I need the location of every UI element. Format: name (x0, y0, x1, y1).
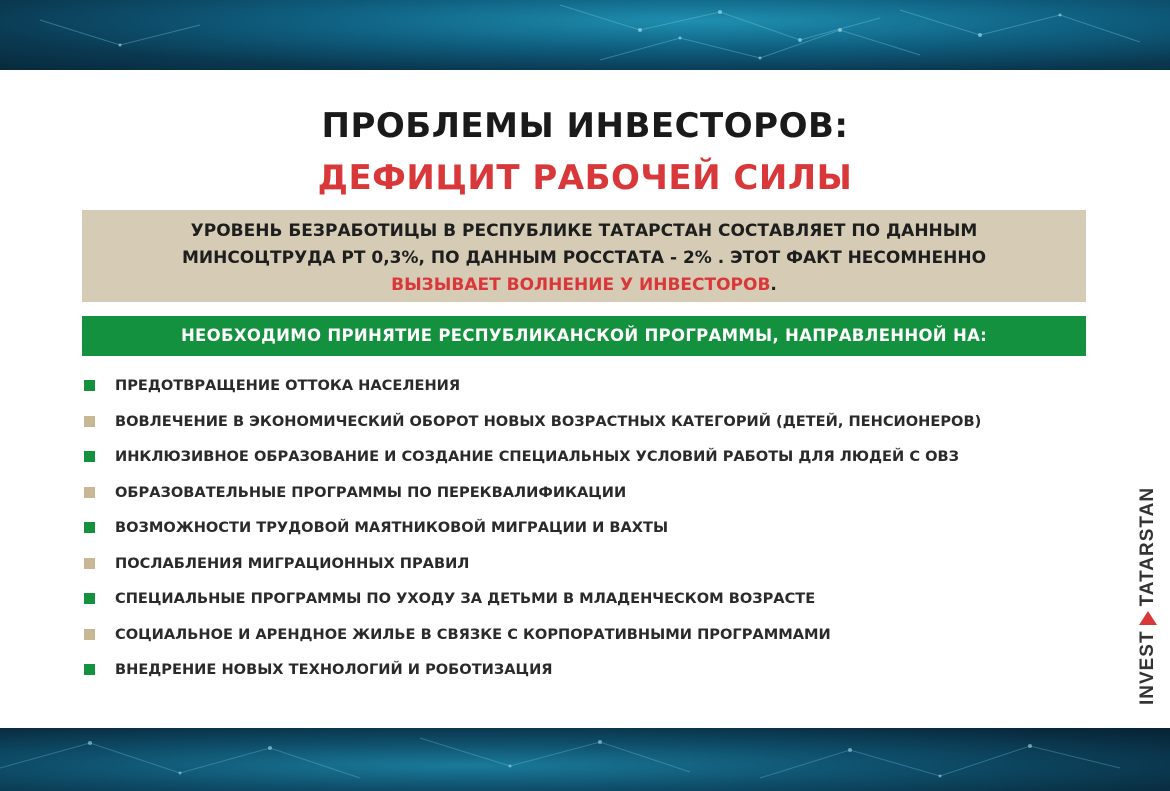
square-bullet-icon (84, 416, 95, 427)
logo-text-tatarstan: TATARSTAN (1137, 486, 1158, 607)
info-line-3 (102, 272, 1066, 299)
list-item (84, 368, 1104, 404)
list-item (84, 581, 1104, 617)
info-line-1: УРОВЕНЬ БЕЗРАБОТИЦЫ В РЕСПУБЛИКЕ ТАТАРСТАН СОСТАВЛЯЕТ ПО ДАННЫМ (190, 221, 978, 241)
square-bullet-icon (84, 522, 95, 533)
list-item (84, 652, 1104, 688)
list-item-text: ВНЕДРЕНИЕ НОВЫХ ТЕХНОЛОГИЙ И РОБОТИЗАЦИЯ (115, 661, 553, 678)
list-item-text: ОБРАЗОВАТЕЛЬНЫЕ ПРОГРАММЫ ПО ПЕРЕКВАЛИФИКАЦИИ (115, 483, 627, 501)
square-bullet-icon (84, 380, 95, 391)
list-item (84, 475, 1104, 511)
square-bullet-icon (84, 629, 95, 640)
info-highlight: ВЫЗЫВАЕТ ВОЛНЕНИЕ У ИНВЕСТОРОВ (391, 275, 771, 295)
slide (0, 70, 1170, 728)
play-arrow-icon (1139, 611, 1157, 625)
program-header: НЕОБХОДИМО ПРИНЯТИЕ РЕСПУБЛИКАНСКОЙ ПРОГРАММЫ, НАПРАВЛЕННОЙ НА: (82, 316, 1086, 356)
list-item (84, 546, 1104, 582)
title-line-2: ДЕФИЦИТ РАБОЧЕЙ СИЛЫ (317, 158, 853, 198)
title-line-1: ПРОБЛЕМЫ ИНВЕСТОРОВ: (321, 106, 849, 146)
list-item-text: ПРЕДОТВРАЩЕНИЕ ОТТОКА НАСЕЛЕНИЯ (115, 377, 461, 394)
bottom-background-band (0, 728, 1170, 791)
list-item-text: ВОВЛЕЧЕНИЕ В ЭКОНОМИЧЕСКИЙ ОБОРОТ НОВЫХ ВОЗРАСТНЫХ КАТЕГОРИЙ (ДЕТЕЙ, ПЕНСИОНЕРОВ) (115, 412, 982, 430)
square-bullet-icon (84, 593, 95, 604)
list-item (84, 617, 1104, 653)
info-trail: . (770, 275, 777, 295)
square-bullet-icon (84, 558, 95, 569)
info-line-2: МИНСОЦТРУДА РТ 0,3%, ПО ДАННЫМ РОССТАТА - 2% . ЭТОТ ФАКТ НЕСОМНЕННО (181, 248, 987, 268)
list-item-text: ВОЗМОЖНОСТИ ТРУДОВОЙ МАЯТНИКОВОЙ МИГРАЦИИ И ВАХТЫ (115, 519, 669, 536)
list-item-text: ПОСЛАБЛЕНИЯ МИГРАЦИОННЫХ ПРАВИЛ (115, 554, 470, 572)
list-item-text: СПЕЦИАЛЬНЫЕ ПРОГРАММЫ ПО УХОДУ ЗА ДЕТЬМИ В МЛАДЕНЧЕСКОМ ВОЗРАСТЕ (115, 590, 816, 607)
list-item (84, 404, 1104, 440)
logo-text-invest: INVEST (1137, 630, 1158, 706)
square-bullet-icon (84, 487, 95, 498)
measures-list (84, 368, 1104, 688)
network-pattern-bottom (0, 728, 1170, 791)
square-bullet-icon (84, 451, 95, 462)
square-bullet-icon (84, 664, 95, 675)
list-item (84, 439, 1104, 475)
list-item (84, 510, 1104, 546)
list-item-text: ИНКЛЮЗИВНОЕ ОБРАЗОВАНИЕ И СОЗДАНИЕ СПЕЦИАЛЬНЫХ УСЛОВИЙ РАБОТЫ ДЛЯ ЛЮДЕЙ С ОВЗ (115, 448, 960, 465)
invest-tatarstan-logo (1133, 482, 1163, 710)
network-pattern-top (0, 0, 1170, 70)
list-item-text: СОЦИАЛЬНОЕ И АРЕНДНОЕ ЖИЛЬЕ В СВЯЗКЕ С КОРПОРАТИВНЫМИ ПРОГРАММАМИ (115, 625, 831, 643)
top-background-band (0, 0, 1170, 70)
unemployment-info-box (82, 210, 1086, 302)
